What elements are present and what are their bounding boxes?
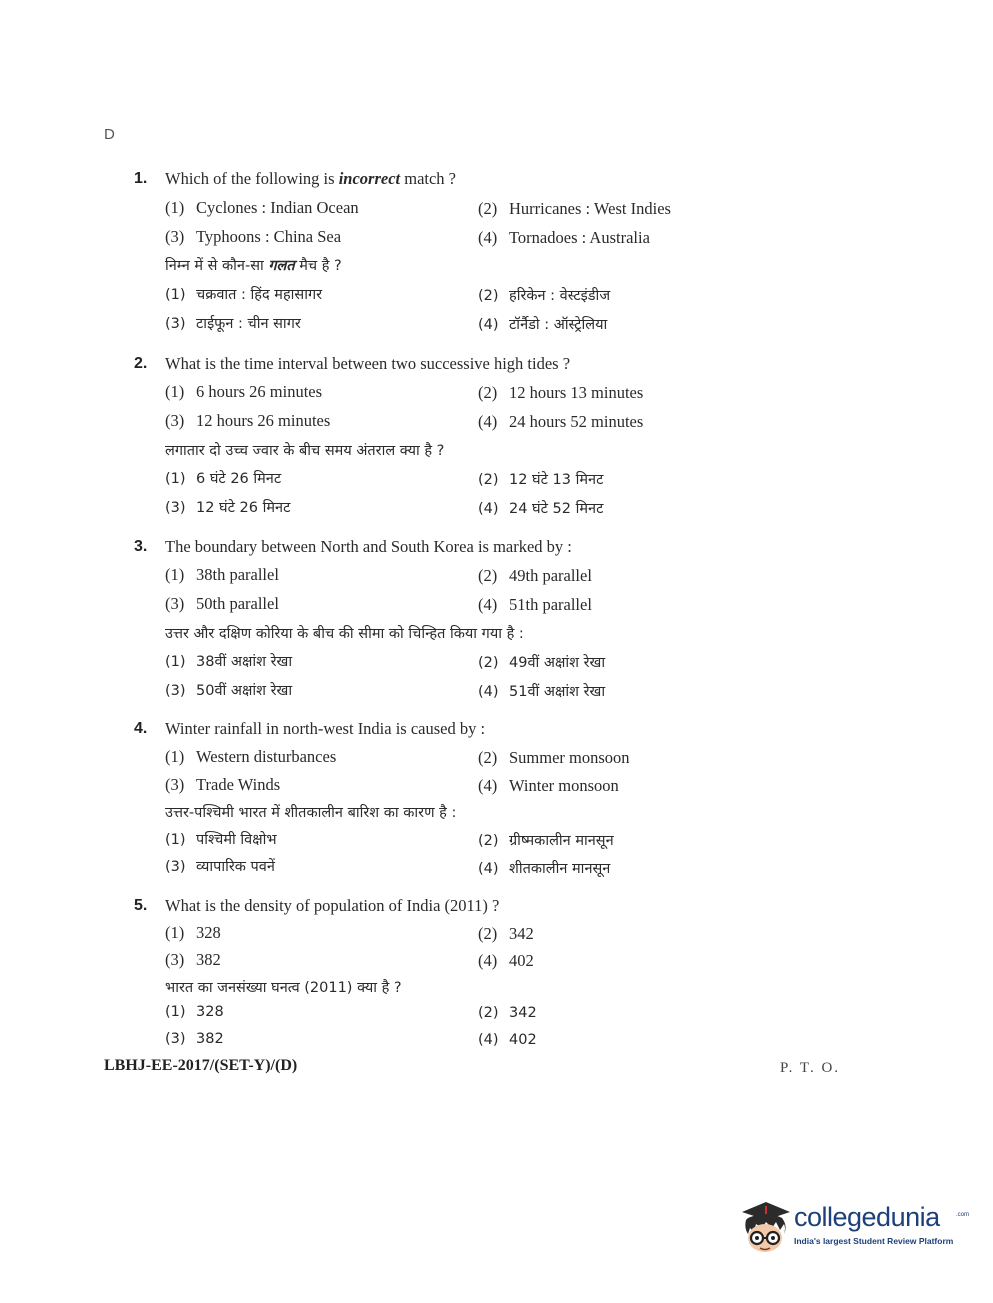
option-3: (3) 12 hours 26 minutes: [165, 411, 331, 430]
question-stem: The boundary between North and South Korea is marked by :: [165, 537, 572, 556]
question-stem-hindi: उत्तर और दक्षिण कोरिया के बीच की सीमा को चिन्हित किया गया है :: [165, 626, 524, 642]
option-2: (2) 12 hours 13 minutes: [478, 383, 644, 402]
option-4-hindi: (4) 402: [478, 1032, 537, 1048]
option-1-hindi: (1) 328: [165, 1004, 224, 1020]
option-4: (4) Winter monsoon: [478, 776, 619, 795]
option-3-hindi: (3) व्यापारिक पवनें: [165, 859, 275, 875]
option-3-hindi: (3) टाईफून : चीन सागर: [165, 316, 301, 332]
option-2: (2) 342: [478, 924, 534, 943]
option-4-hindi: (4) 24 घंटे 52 मिनट: [478, 501, 604, 517]
question-stem: Winter rainfall in north-west India is caused by :: [165, 719, 486, 738]
option-4-hindi: (4) 51वीं अक्षांश रेखा: [478, 684, 606, 700]
option-4-hindi: (4) टॉर्नैडो : ऑस्ट्रेलिया: [478, 317, 608, 333]
question-stem: What is the time interval between two successive high tides ?: [165, 354, 571, 373]
option-3: (3) 382: [165, 950, 221, 969]
option-3: (3) Trade Winds: [165, 775, 281, 794]
option-2: (2) Hurricanes : West Indies: [478, 199, 671, 218]
option-2: (2) Summer monsoon: [478, 748, 630, 767]
option-2-hindi: (2) ग्रीष्मकालीन मानसून: [478, 833, 614, 849]
option-2: (2) 49th parallel: [478, 566, 592, 585]
question-stem-hindi: भारत का जनसंख्या घनत्व (2011) क्या है ?: [165, 980, 402, 996]
question-number: 4.: [134, 720, 148, 737]
question-number: 3.: [134, 538, 148, 555]
question-stem: What is the density of population of India (2011) ?: [165, 896, 500, 915]
option-4: (4) 402: [478, 951, 534, 970]
option-3: (3) 50th parallel: [165, 594, 279, 613]
option-1: (1) Western disturbances: [165, 747, 337, 766]
question-number: 2.: [134, 355, 148, 372]
option-4: (4) Tornadoes : Australia: [478, 228, 650, 247]
set-letter: D: [104, 126, 115, 143]
option-1: (1) 38th parallel: [165, 565, 279, 584]
option-2-hindi: (2) 49वीं अक्षांश रेखा: [478, 655, 606, 671]
question-stem: Which of the following is incorrect match ?: [165, 169, 456, 188]
option-3: (3) Typhoons : China Sea: [165, 227, 342, 246]
option-1-hindi: (1) चक्रवात : हिंद महासागर: [165, 287, 323, 303]
option-4-hindi: (4) शीतकालीन मानसून: [478, 861, 611, 877]
option-1-hindi: (1) 38वीं अक्षांश रेखा: [165, 654, 293, 670]
option-4: (4) 24 hours 52 minutes: [478, 412, 644, 431]
logo-domain: .com: [956, 1212, 970, 1218]
logo-wordmark: collegedunia: [794, 1202, 940, 1232]
option-3-hindi: (3) 382: [165, 1031, 224, 1047]
option-4: (4) 51th parallel: [478, 595, 592, 614]
page-turn-note: P. T. O.: [780, 1060, 841, 1076]
option-2-hindi: (2) 12 घंटे 13 मिनट: [478, 472, 604, 488]
question-stem-hindi: निम्न में से कौन-सा गलत मैच है ?: [165, 258, 342, 274]
question-number: 1.: [134, 170, 148, 187]
option-2-hindi: (2) हरिकेन : वेस्टइंडीज: [478, 288, 611, 304]
option-1-hindi: (1) पश्चिमी विक्षोभ: [165, 832, 277, 848]
collegedunia-logo: [736, 1198, 970, 1258]
option-3-hindi: (3) 12 घंटे 26 मिनट: [165, 500, 291, 516]
question-stem-hindi: उत्तर-पश्चिमी भारत में शीतकालीन बारिश का कारण है :: [165, 805, 457, 821]
option-2-hindi: (2) 342: [478, 1005, 537, 1021]
option-1-hindi: (1) 6 घंटे 26 मिनट: [165, 471, 282, 487]
paper-code: LBHJ-EE-2017/(SET-Y)/(D): [104, 1057, 298, 1074]
option-1: (1) 6 hours 26 minutes: [165, 382, 323, 401]
option-3-hindi: (3) 50वीं अक्षांश रेखा: [165, 683, 293, 699]
logo-tagline: India's largest Student Review Platform: [794, 1236, 954, 1246]
student-mascot-icon: [736, 1198, 794, 1258]
question-number: 5.: [134, 897, 148, 914]
option-1: (1) 328: [165, 923, 221, 942]
option-1: (1) Cyclones : Indian Ocean: [165, 198, 359, 217]
question-stem-hindi: लगातार दो उच्च ज्वार के बीच समय अंतराल क्या है ?: [165, 443, 445, 459]
